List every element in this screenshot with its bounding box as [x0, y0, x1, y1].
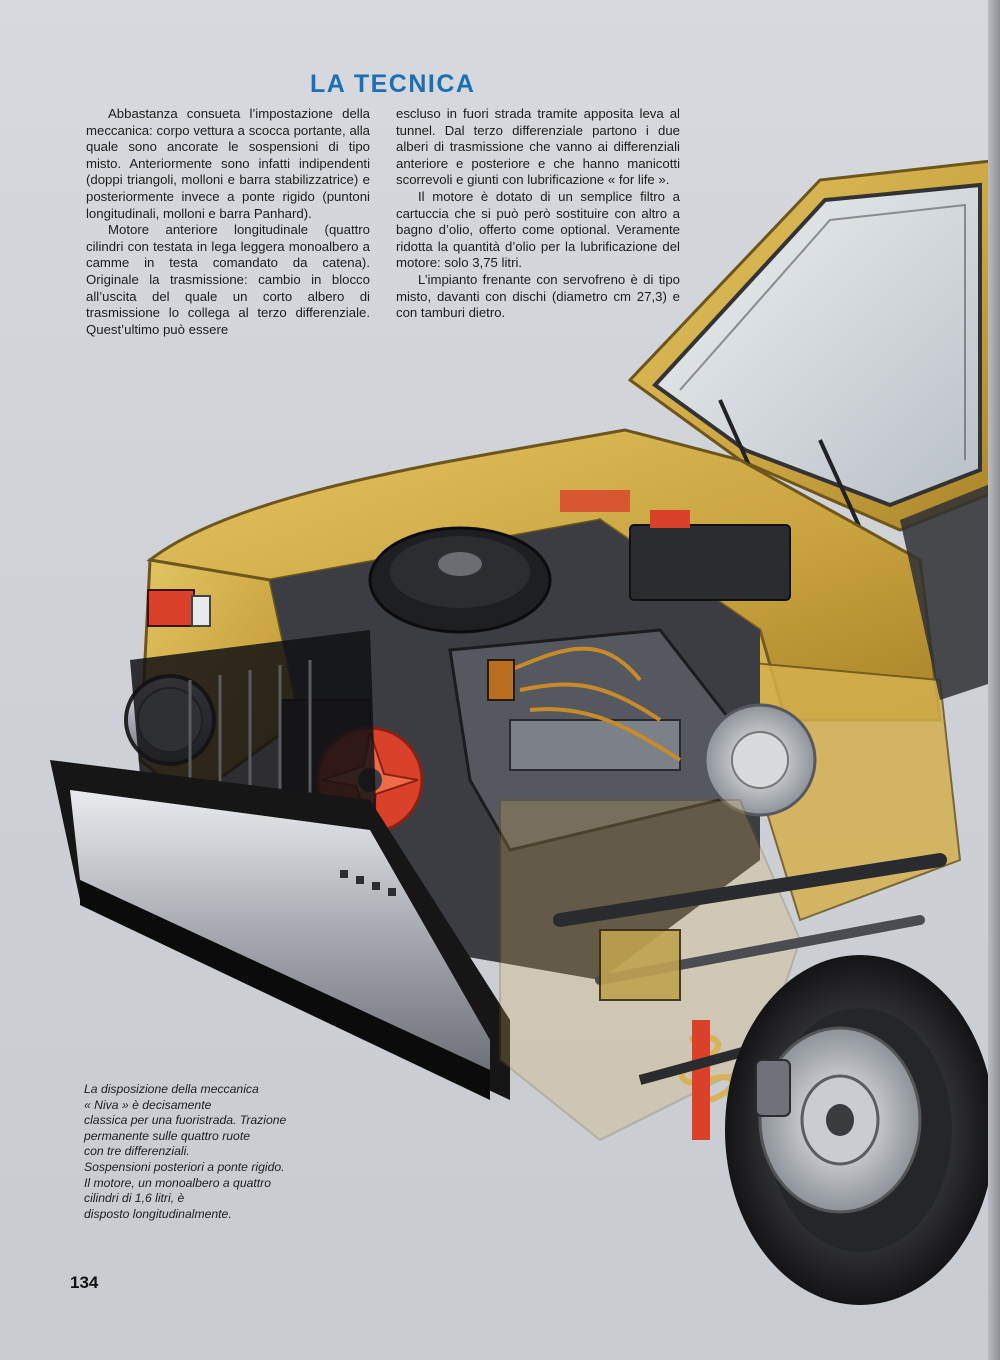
caption-line: permanente sulle quattro ruote [84, 1128, 250, 1143]
paragraph: Motore anteriore longitudinale (quattro cilindri con testata in lega leggera monoalbero a camme in testa comandato da catena). Originale la trasmissione: cambio in blocco all’uscita del quale un corto albero di trasmissione lo collega al terzo differenziale. Quest’ultimo può essere [86, 222, 370, 337]
caption-line: classica per una fuoristrada. Trazione [84, 1113, 287, 1128]
caption-line: disposto longitudinalmente. [84, 1206, 232, 1221]
article-title: LA TECNICA [310, 70, 476, 98]
paragraph: Abbastanza consueta l’impostazione della meccanica: corpo vettura a scocca portante, alla quale sono ancorate le sospensioni di tipo misto. Anteriormente sono infatti indipendenti (doppi triangoli, molloni e barra stabilizzatrice) e posteriormente invece a ponte rigido (puntoni longitudinali, molloni e barra Panhard). [86, 106, 370, 221]
page-number: 134 [70, 1273, 99, 1292]
figure-caption [84, 1082, 344, 1222]
paragraph: escluso in fuori strada tramite apposita leva al tunnel. Dal terzo differenziale partono i due alberi di trasmissione che vanno ai differenziali anteriore e posteriore e che hanno manicotti scorrevoli e giunti con lubrificazione « for life ». [396, 106, 680, 188]
paragraph: Il motore è dotato di un semplice filtro a cartuccia che si può però sostituire con altro a bagno d’olio, offerto come optional. Veramente ridotta la quantità d’olio per la lubrificazione del motore: solo 3,75 litri. [396, 188, 680, 271]
paragraph: L’impianto frenante con servofreno è di tipo misto, davanti con dischi (diametro cm 27,3) e con tamburi dietro. [396, 271, 680, 321]
page-edge [988, 0, 1000, 1360]
caption-line: Il motore, un monoalbero a quattro [84, 1175, 271, 1190]
caption-line: Sospensioni posteriori a ponte rigido. [84, 1159, 285, 1174]
caption-line: La disposizione della meccanica [84, 1082, 259, 1096]
caption-line: « Niva » è decisamente [84, 1097, 212, 1112]
caption-line: con tre differenziali. [84, 1144, 190, 1159]
caption-line: cilindri di 1,6 litri, è [84, 1191, 185, 1206]
